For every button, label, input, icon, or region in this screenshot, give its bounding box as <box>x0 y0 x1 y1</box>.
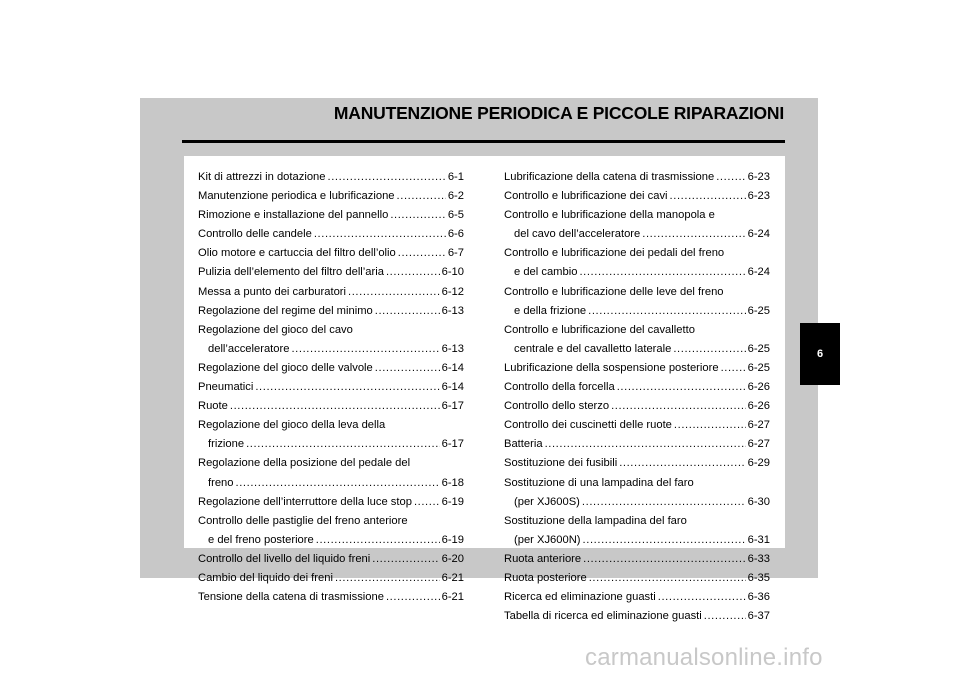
toc-page-number: 6-25 <box>747 342 770 355</box>
watermark-text: carmanualsonline.info <box>585 644 823 671</box>
toc-entry[interactable] <box>504 244 770 282</box>
toc-entry-title: Sostituzione della lampadina del faro <box>504 514 687 527</box>
toc-entry-title: Controllo delle candele <box>198 228 312 241</box>
toc-page-number: 6-29 <box>747 457 770 470</box>
toc-entry-title: Ruota posteriore <box>504 571 587 584</box>
toc-leader-dots <box>314 225 446 244</box>
toc-page-number: 6-24 <box>747 228 770 241</box>
toc-page-number: 6-27 <box>747 419 770 432</box>
toc-entry-line <box>198 168 464 187</box>
toc-entry-title: Tensione della catena di trasmissione <box>198 591 384 604</box>
toc-page-number: 6-26 <box>747 400 770 413</box>
toc-entry-line <box>504 397 770 416</box>
toc-entry-title: Messa a punto dei carburatori <box>198 285 347 298</box>
toc-entry-title: Controllo dei cuscinetti delle ruote <box>504 419 672 432</box>
toc-entry-line <box>198 263 464 282</box>
toc-leader-dots <box>230 397 440 416</box>
toc-entry-title: (per XJ600N) <box>514 533 581 546</box>
toc-entry-title: (per XJ600S) <box>514 495 580 508</box>
toc-entry-title: Lubrificazione della catena di trasmissione <box>504 171 715 183</box>
toc-page-number: 6-31 <box>747 533 770 546</box>
toc-page-number: 6-18 <box>441 476 464 489</box>
toc-entry-line <box>198 225 464 244</box>
toc-leader-dots <box>246 435 440 454</box>
toc-leader-dots <box>589 569 746 588</box>
toc-page-number: 6-7 <box>447 247 464 260</box>
toc-page-number: 6-24 <box>747 266 770 279</box>
toc-entry-title: freno <box>208 476 234 489</box>
toc-page-number: 6-17 <box>441 438 464 451</box>
toc-entry[interactable] <box>198 302 464 321</box>
toc-left-column <box>198 168 464 607</box>
toc-page-number: 6-20 <box>441 552 464 565</box>
toc-page-number: 6-26 <box>747 381 770 394</box>
toc-entry[interactable] <box>198 244 464 263</box>
toc-page-number: 6-14 <box>441 361 464 374</box>
toc-entry-title: Olio motore e cartuccia del filtro dell’olio <box>198 247 396 260</box>
manual-page <box>140 98 818 623</box>
toc-entry[interactable] <box>504 168 770 187</box>
toc-entry-line <box>198 359 464 378</box>
toc-entry-line <box>198 416 464 435</box>
toc-entry-line <box>504 531 770 550</box>
toc-entry[interactable] <box>198 359 464 378</box>
toc-entry-line <box>198 531 464 550</box>
toc-entry[interactable] <box>504 206 770 244</box>
toc-entry-line <box>198 340 464 359</box>
toc-leader-dots <box>611 397 746 416</box>
toc-entry-title: Regolazione dell’interruttore della luce stop <box>198 495 412 508</box>
toc-entry[interactable] <box>504 435 770 454</box>
toc-entry-line <box>198 588 464 607</box>
toc-page-number: 6-33 <box>747 552 770 565</box>
toc-leader-dots <box>390 206 446 225</box>
toc-entry[interactable] <box>198 493 464 512</box>
toc-page-number: 6-25 <box>747 304 770 317</box>
toc-entry-line <box>198 569 464 588</box>
toc-entry-line <box>504 168 770 187</box>
toc-entry-title: Cambio del liquido dei freni <box>198 571 333 584</box>
toc-entry-title: e del cambio <box>514 266 578 279</box>
toc-page-number: 6-23 <box>747 190 770 203</box>
toc-entry-title: Regolazione del gioco del cavo <box>198 323 353 336</box>
toc-entry-title: Controllo dello sterzo <box>504 400 610 413</box>
toc-entry-title: Controllo e lubrificazione dei pedali del freno <box>504 247 725 260</box>
title-rule <box>182 140 785 143</box>
toc-entry[interactable] <box>504 550 770 569</box>
toc-leader-dots <box>348 283 440 302</box>
toc-entry[interactable] <box>198 588 464 607</box>
toc-leader-dots <box>397 187 446 206</box>
toc-leader-dots <box>642 225 745 244</box>
toc-entry[interactable] <box>198 187 464 206</box>
toc-entry-title: e del freno posteriore <box>208 533 314 546</box>
toc-page-number: 6-10 <box>441 266 464 279</box>
toc-entry-title: centrale e del cavalletto laterale <box>514 342 672 355</box>
toc-entry-title: Regolazione del gioco della leva della <box>198 419 386 432</box>
toc-entry[interactable] <box>504 359 770 378</box>
toc-entry-line <box>504 244 770 263</box>
toc-entry-title: Manutenzione periodica e lubrificazione <box>198 190 395 203</box>
toc-entry[interactable] <box>198 397 464 416</box>
toc-entry-line <box>198 206 464 225</box>
toc-entry-line <box>504 435 770 454</box>
toc-entry-title: del cavo dell’acceleratore <box>514 228 641 241</box>
toc-entry-title: Pneumatici <box>198 381 254 394</box>
toc-entry[interactable] <box>504 321 770 359</box>
toc-entry[interactable] <box>198 512 464 550</box>
toc-leader-dots <box>716 168 745 187</box>
toc-entry-title: dell’acceleratore <box>208 342 290 355</box>
toc-page-number: 6-13 <box>441 342 464 355</box>
toc-entry[interactable] <box>504 454 770 473</box>
toc-entry[interactable] <box>198 225 464 244</box>
toc-right-column <box>504 168 770 626</box>
toc-entry-line <box>504 454 770 473</box>
toc-leader-dots <box>582 493 746 512</box>
toc-entry-line <box>198 454 464 473</box>
toc-leader-dots <box>579 263 745 282</box>
toc-entry-title: Ruota anteriore <box>504 552 582 565</box>
toc-entry-line <box>504 569 770 588</box>
toc-entry-line <box>504 416 770 435</box>
toc-entry[interactable] <box>198 168 464 187</box>
toc-page-number: 6-23 <box>747 171 770 183</box>
toc-leader-dots <box>583 531 746 550</box>
toc-entry-line <box>198 550 464 569</box>
toc-entry[interactable] <box>198 283 464 302</box>
toc-entry-title: Controllo e lubrificazione della manopola e <box>504 209 715 222</box>
toc-entry[interactable] <box>198 206 464 225</box>
toc-entry-line <box>198 187 464 206</box>
toc-entry-title: Regolazione del regime del minimo <box>198 304 373 317</box>
toc-entry[interactable] <box>198 454 464 492</box>
toc-entry-title: Ricerca ed eliminazione guasti <box>504 591 656 604</box>
toc-entry-line <box>504 512 770 531</box>
toc-leader-dots <box>674 416 746 435</box>
toc-entry[interactable] <box>504 397 770 416</box>
toc-entry[interactable] <box>198 416 464 454</box>
toc-entry-line <box>198 397 464 416</box>
toc-leader-dots <box>673 340 745 359</box>
toc-entry-line <box>504 206 770 225</box>
toc-entry-line <box>504 302 770 321</box>
toc-entry-title: e della frizione <box>514 304 587 317</box>
toc-entry[interactable] <box>504 512 770 550</box>
toc-page-number: 6-5 <box>447 209 464 222</box>
toc-entry-title: Batteria <box>504 438 543 451</box>
toc-entry-line <box>198 435 464 454</box>
toc-entry[interactable] <box>504 378 770 397</box>
toc-entry[interactable] <box>504 607 770 626</box>
toc-entry[interactable] <box>198 569 464 588</box>
toc-entry-title: Tabella di ricerca ed eliminazione guasti <box>504 610 702 623</box>
toc-entry-title: Sostituzione dei fusibili <box>504 457 618 470</box>
toc-entry-line <box>198 512 464 531</box>
toc-entry-title: Controllo e lubrificazione delle leve del freno <box>504 285 724 298</box>
toc-leader-dots <box>414 493 440 512</box>
toc-leader-dots <box>255 378 439 397</box>
toc-entry-line <box>504 263 770 282</box>
toc-page-number: 6-19 <box>441 533 464 546</box>
toc-leader-dots <box>398 244 446 263</box>
toc-entry-title: Controllo e lubrificazione del cavalletto <box>504 323 695 336</box>
toc-page-number: 6-1 <box>447 171 464 183</box>
toc-entry-line <box>504 187 770 206</box>
toc-leader-dots <box>236 474 440 493</box>
toc-leader-dots <box>375 359 440 378</box>
toc-entry-line <box>504 493 770 512</box>
toc-leader-dots <box>617 378 746 397</box>
toc-page-number: 6-12 <box>441 285 464 298</box>
toc-leader-dots <box>670 187 746 206</box>
toc-page-number: 6-17 <box>441 400 464 413</box>
toc-entry-line <box>198 378 464 397</box>
toc-page-number: 6-14 <box>441 381 464 394</box>
toc-entry-line <box>504 321 770 340</box>
toc-entry-title: Rimozione e installazione del pannello <box>198 209 389 222</box>
toc-entry-line <box>504 474 770 493</box>
toc-entry-title: Ruote <box>198 400 228 413</box>
toc-page-number: 6-36 <box>747 591 770 604</box>
toc-entry-title: Kit di attrezzi in dotazione <box>198 171 326 183</box>
toc-leader-dots <box>327 168 445 187</box>
toc-entry[interactable] <box>504 474 770 512</box>
toc-entry-line <box>504 378 770 397</box>
toc-entry-line <box>504 359 770 378</box>
chapter-tab[interactable]: 6 <box>800 323 840 385</box>
toc-entry-title: Regolazione del gioco delle valvole <box>198 361 373 374</box>
toc-entry-line <box>504 225 770 244</box>
toc-leader-dots <box>335 569 440 588</box>
toc-page-number: 6-13 <box>441 304 464 317</box>
toc-entry-line <box>504 340 770 359</box>
toc-page-number: 6-25 <box>747 361 770 374</box>
toc-entry[interactable] <box>198 378 464 397</box>
toc-entry-line <box>198 321 464 340</box>
toc-leader-dots <box>386 588 440 607</box>
toc-entry-title: Controllo delle pastiglie del freno anteriore <box>198 514 408 527</box>
toc-page-number: 6-30 <box>747 495 770 508</box>
page-title: MANUTENZIONE PERIODICA E PICCOLE RIPARAZIONI <box>333 103 784 123</box>
toc-leader-dots <box>619 454 745 473</box>
toc-leader-dots <box>658 588 746 607</box>
toc-entry-line <box>504 550 770 569</box>
toc-entry-title: Controllo del livello del liquido freni <box>198 552 371 565</box>
toc-entry[interactable] <box>504 569 770 588</box>
toc-leader-dots <box>386 263 440 282</box>
toc-page-number: 6-6 <box>447 228 464 241</box>
toc-entry[interactable] <box>504 283 770 321</box>
toc-entry-title: Lubrificazione della sospensione posteriore <box>504 361 719 374</box>
toc-entry-title: Controllo e lubrificazione dei cavi <box>504 190 668 203</box>
toc-page-number: 6-37 <box>747 610 770 623</box>
toc-page-number: 6-21 <box>441 591 464 604</box>
toc-page-number: 6-2 <box>447 190 464 203</box>
toc-entry[interactable] <box>504 416 770 435</box>
toc-page-number: 6-35 <box>747 571 770 584</box>
toc-page-number: 6-27 <box>747 438 770 451</box>
toc-entry-title: Sostituzione di una lampadina del faro <box>504 476 694 489</box>
toc-page-number: 6-21 <box>441 571 464 584</box>
toc-entry-line <box>198 283 464 302</box>
toc-leader-dots <box>583 550 745 569</box>
toc-leader-dots <box>545 435 746 454</box>
toc-entry-line <box>198 244 464 263</box>
toc-leader-dots <box>316 531 440 550</box>
toc-entry[interactable] <box>504 588 770 607</box>
toc-entry-title: frizione <box>208 438 245 451</box>
toc-entry[interactable] <box>198 321 464 359</box>
toc-entry-title: Regolazione della posizione del pedale del <box>198 457 411 470</box>
toc-entry-line <box>504 588 770 607</box>
toc-entry-line <box>198 474 464 493</box>
toc-page-number: 6-19 <box>441 495 464 508</box>
toc-entry-line <box>504 283 770 302</box>
toc-entry-title: Controllo della forcella <box>504 381 615 394</box>
toc-entry-line <box>504 607 770 626</box>
toc-panel <box>184 156 785 623</box>
toc-entry-title: Pulizia dell’elemento del filtro dell’aria <box>198 266 384 279</box>
toc-leader-dots <box>704 607 746 626</box>
toc-leader-dots <box>588 302 745 321</box>
toc-leader-dots <box>375 302 440 321</box>
toc-leader-dots <box>721 359 746 378</box>
toc-entry-line <box>198 493 464 512</box>
toc-leader-dots <box>372 550 439 569</box>
toc-entry[interactable] <box>198 263 464 282</box>
toc-entry-line <box>198 302 464 321</box>
toc-entry[interactable] <box>198 550 464 569</box>
toc-entry[interactable] <box>504 187 770 206</box>
toc-leader-dots <box>291 340 439 359</box>
